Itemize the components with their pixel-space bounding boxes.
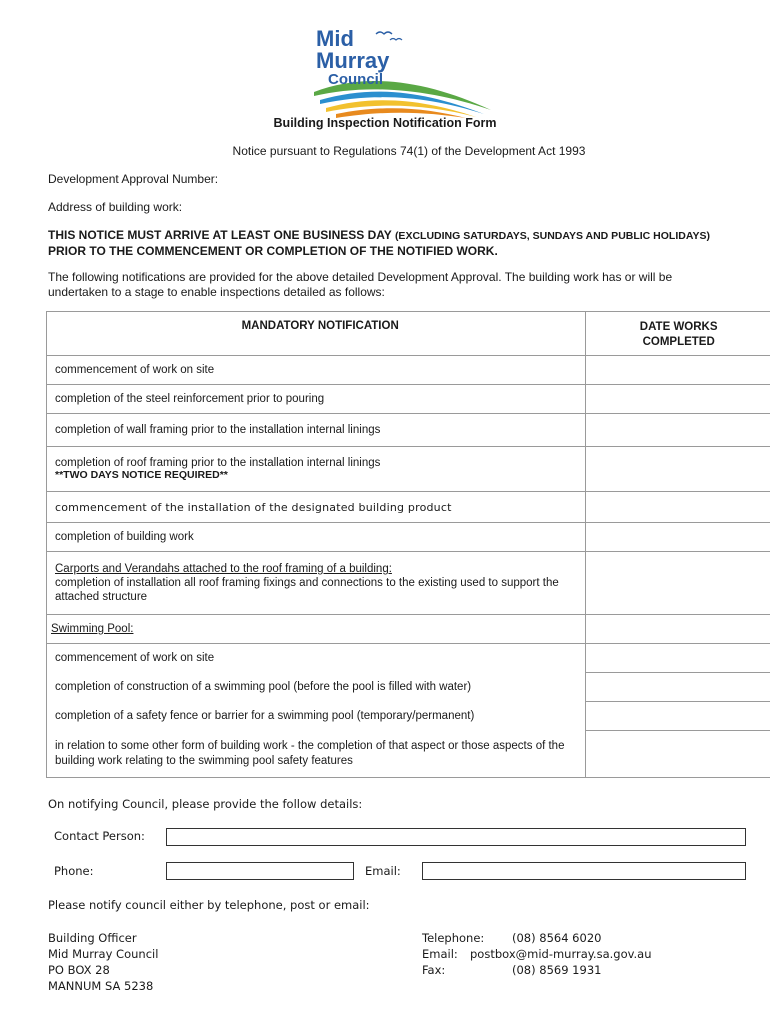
row-label: commencement of work on site [47,644,586,673]
email-label: Email: [365,864,401,878]
logo-line-1: Mid [316,26,354,51]
notification-table [46,311,770,778]
table-row [47,492,770,523]
notice-warning [48,228,728,259]
contact-form-intro: On notifying Council, please provide the follow details: [48,797,363,811]
row-label: completion of construction of a swimming pool (before the pool is filled with water) [47,673,586,702]
address-line-1: Building Officer [48,931,137,945]
date-cell[interactable] [586,492,770,523]
row-label: completion of wall framing prior to the installation internal linings [47,414,586,447]
council-logo [306,22,496,118]
row-label: completion of roof framing prior to the installation internal linings [55,457,381,469]
row-label: commencement of work on site [47,356,586,385]
table-row [47,673,770,702]
form-subtitle: Notice pursuant to Regulations 74(1) of the Development Act 1993 [232,144,586,158]
date-cell[interactable] [586,447,770,492]
contact-person-label: Contact Person: [54,829,145,843]
approval-number-label: Development Approval Number: [48,172,219,186]
address-label: Address of building work: [48,200,183,214]
row-label: completion of installation all roof framing fixings and connections to the existing used to support the attached structure [55,577,559,603]
row-label: commencement of the installation of the designated building product [47,492,586,523]
table-row [47,385,770,414]
notice-part-3: PRIOR TO THE COMMENCEMENT OR COMPLETION OF THE NOTIFIED WORK. [48,244,498,258]
date-cell[interactable] [586,615,770,644]
date-cell[interactable] [586,673,770,702]
header-date-text: DATE WORKS COMPLETED [639,321,718,348]
email-detail-label: Email: [422,947,458,961]
table-row [47,615,770,644]
date-cell[interactable] [586,414,770,447]
phone-input[interactable] [166,862,354,880]
logo-line-3: Council [328,71,383,88]
header-date [586,312,770,356]
contact-details [422,930,652,978]
row-label: completion of building work [47,523,586,552]
address-line-3: PO BOX 28 [48,963,110,977]
row-label: completion of the steel reinforcement prior to pouring [47,385,586,414]
form-title: Building Inspection Notification Form [273,116,497,130]
date-cell[interactable] [586,552,770,615]
fax-label: Fax: [422,963,446,977]
fax-value: (08) 8569 1931 [512,963,602,977]
table-header-row [47,312,770,356]
email-value[interactable]: postbox@mid-murray.sa.gov.au [470,947,652,961]
telephone-label: Telephone: [422,931,485,945]
table-row [47,356,770,385]
email-input[interactable] [422,862,746,880]
table-row [47,644,770,673]
row-label: completion of a safety fence or barrier for a swimming pool (temporary/permanent) [47,702,586,731]
header-mandatory: MANDATORY NOTIFICATION [47,312,586,356]
date-cell[interactable] [586,702,770,731]
date-cell[interactable] [586,523,770,552]
date-cell[interactable] [586,385,770,414]
carports-heading: Carports and Verandahs attached to the roof framing of a building: [55,563,392,575]
date-cell[interactable] [586,731,770,778]
table-row [47,731,770,778]
logo-line-2: Murray [316,48,390,73]
date-cell[interactable] [586,644,770,673]
table-row [47,447,770,492]
notify-instruction: Please notify council either by telephone, post or email: [48,898,370,912]
date-cell[interactable] [586,356,770,385]
table-row [47,523,770,552]
notice-part-2: (EXCLUDING SATURDAYS, SUNDAYS AND PUBLIC HOLIDAYS) [394,230,710,242]
address-line-2: Mid Murray Council [48,947,159,961]
telephone-value: (08) 8564 6020 [512,931,602,945]
notice-part-1: THIS NOTICE MUST ARRIVE AT LEAST ONE BUSINESS DAY [48,228,395,242]
address-block [48,930,158,994]
intro-text: The following notifications are provided for the above detailed Development Approval. The building work has or will be undertaken to a stage to enable inspections detailed as follows: [48,270,673,299]
row-label-roof [47,447,586,492]
table-row [47,702,770,731]
row-label-carports [47,552,586,615]
table-row [47,414,770,447]
contact-person-input[interactable] [166,828,746,846]
row-label: in relation to some other form of building work - the completion of that aspect or those aspects of the building work relating to the swimming pool safety features [47,731,586,778]
phone-label: Phone: [54,864,94,878]
address-line-4: MANNUM SA 5238 [48,979,154,993]
table-row [47,552,770,615]
two-days-note: **TWO DAYS NOTICE REQUIRED** [55,469,228,481]
pool-heading: Swimming Pool: [47,615,586,644]
